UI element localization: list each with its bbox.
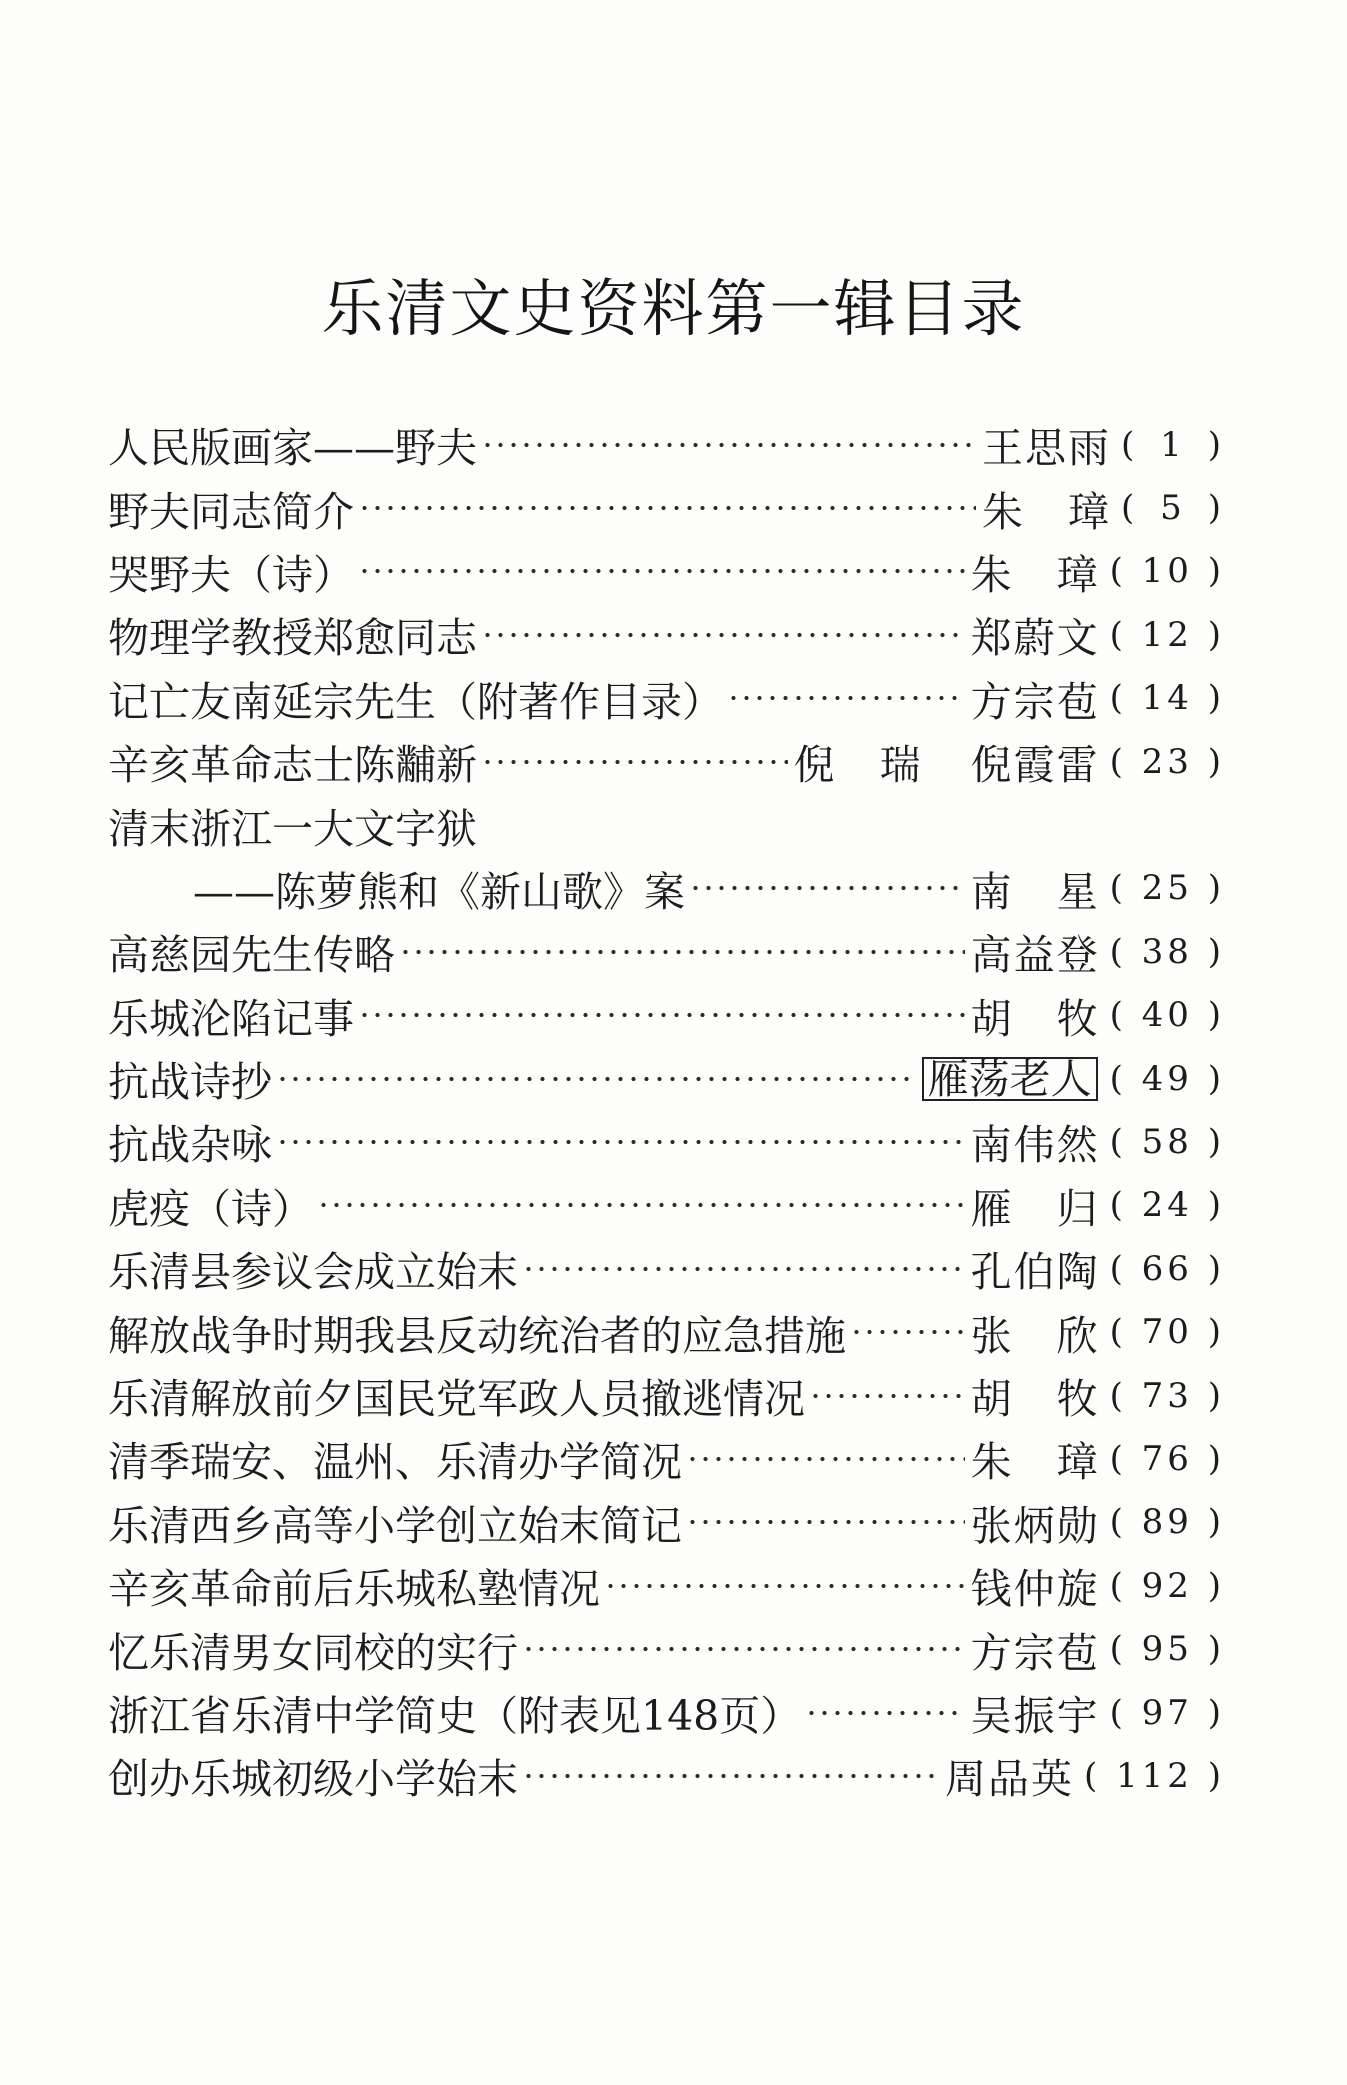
entry-title: 辛亥革命前后乐城私塾情况 (108, 1565, 600, 1614)
toc-entry (108, 1744, 1225, 1807)
entry-page-number: ( 5 ) (1121, 488, 1225, 529)
entry-title: 解放战争时期我县反动统治者的应急措施 (108, 1311, 846, 1360)
entry-page-number: ( 89 ) (1109, 1502, 1225, 1543)
toc-entry (108, 920, 1225, 983)
entry-author: 朱 璋 (970, 1438, 1098, 1487)
entry-page-number: ( 95 ) (1109, 1629, 1225, 1670)
dot-leader (522, 1264, 965, 1274)
toc-entry (108, 667, 1225, 730)
entry-page-number: ( 58 ) (1109, 1121, 1225, 1162)
toc-entry (108, 1617, 1225, 1680)
toc-entry (108, 1110, 1225, 1173)
toc-entry-heading (108, 793, 1225, 856)
entry-title: 清季瑞安、温州、乐清办学简况 (108, 1438, 682, 1487)
entry-page-number: ( 112 ) (1083, 1755, 1225, 1796)
toc-entry (108, 1364, 1225, 1427)
toc-entry (108, 1491, 1225, 1554)
entry-title: 浙江省乐清中学简史（附表见148页） (108, 1692, 802, 1740)
entry-title: 虎疫（诗） (108, 1184, 313, 1233)
entry-author-boxed: 雁荡老人 (922, 1057, 1098, 1101)
entry-page-number: ( 76 ) (1109, 1438, 1225, 1479)
toc-entry (108, 1554, 1225, 1617)
toc-entry (108, 857, 1225, 920)
entry-author: 高益登 (970, 931, 1098, 980)
entry-author: 南 星 (970, 867, 1098, 916)
entry-title: 抗战杂咏 (108, 1121, 272, 1170)
toc-list (108, 413, 1225, 1808)
entry-author: 南伟然 (970, 1121, 1098, 1170)
entry-author: 张 欣 (970, 1311, 1098, 1360)
entry-author: 方宗苞 (970, 1628, 1098, 1677)
toc-entry (108, 1300, 1225, 1363)
toc-entry (108, 540, 1225, 603)
dot-leader (727, 693, 965, 703)
entry-page-number: ( 66 ) (1109, 1248, 1225, 1289)
toc-entry (108, 1047, 1225, 1110)
dot-leader (276, 1137, 965, 1147)
toc-entry (108, 984, 1225, 1047)
entry-page-number: ( 12 ) (1109, 614, 1225, 655)
entry-title: 野夫同志简介 (108, 487, 354, 536)
entry-title: 乐清解放前夕国民党军政人员撤逃情况 (108, 1375, 805, 1424)
entry-page-number: ( 23 ) (1109, 741, 1225, 782)
dot-leader (481, 630, 965, 640)
entry-page-number: ( 40 ) (1109, 995, 1225, 1036)
toc-entry (108, 1174, 1225, 1237)
entry-author: 胡 牧 (970, 994, 1098, 1043)
toc-entry (108, 1237, 1225, 1300)
page-title: 乐清文史资料第一辑目录 (321, 272, 1026, 345)
entry-author: 钱仲旋 (970, 1565, 1098, 1614)
entry-title: 高慈园先生传略 (108, 931, 395, 980)
entry-title: 人民版画家——野夫 (108, 424, 477, 473)
dot-leader (358, 566, 965, 576)
entry-title: 辛亥革命志士陈黼新 (108, 741, 477, 790)
entry-title: 忆乐清男女同校的实行 (108, 1628, 518, 1677)
toc-entry (108, 1681, 1225, 1744)
dot-leader (358, 1010, 965, 1020)
dot-leader (481, 757, 788, 767)
entry-author: 周品英 (944, 1755, 1072, 1804)
entry-title: 物理学教授郑愈同志 (108, 614, 477, 663)
toc-entry (108, 413, 1225, 476)
entry-author: 朱 璋 (970, 550, 1098, 599)
entry-subtitle: ——陈萝熊和《新山歌》案 (193, 867, 685, 916)
dot-leader (604, 1581, 965, 1591)
dot-leader (689, 883, 965, 893)
toc-entry (108, 603, 1225, 666)
entry-author: 王思雨 (982, 424, 1109, 473)
toc-entry (108, 730, 1225, 793)
entry-title: 创办乐城初级小学始末 (108, 1755, 518, 1804)
entry-author: 倪 瑞 (793, 741, 921, 790)
entry-author: 倪霞雷 (970, 741, 1098, 790)
entry-author: 吴振宇 (970, 1692, 1098, 1740)
dot-leader (809, 1391, 965, 1401)
entry-author: 方宗苞 (970, 677, 1098, 726)
entry-page-number: ( 10 ) (1109, 551, 1225, 592)
entry-page-number: ( 38 ) (1109, 931, 1225, 972)
entry-page-number: ( 97 ) (1109, 1692, 1225, 1733)
entry-title: 抗战诗抄 (108, 1058, 272, 1107)
entry-author: 雁 归 (970, 1184, 1098, 1233)
entry-page-number: ( 70 ) (1109, 1312, 1225, 1353)
entry-title: 哭野夫（诗） (108, 550, 354, 599)
toc-entry (108, 476, 1225, 539)
entry-title: 乐清西乡高等小学创立始末简记 (108, 1501, 682, 1550)
toc-entry (108, 1427, 1225, 1490)
dot-leader (317, 1200, 965, 1210)
entry-title: 乐清县参议会成立始末 (108, 1248, 518, 1297)
entry-page-number: ( 24 ) (1109, 1185, 1225, 1226)
entry-page-number: ( 92 ) (1109, 1565, 1225, 1606)
entry-author: 孔伯陶 (970, 1248, 1098, 1297)
entry-page-number: ( 1 ) (1121, 424, 1225, 465)
dot-leader (805, 1708, 964, 1718)
entry-title: 清末浙江一大文字狱 (108, 804, 477, 853)
entry-title: 记亡友南延宗先生（附著作目录） (108, 677, 723, 726)
dot-leader (686, 1454, 965, 1464)
dot-leader (481, 440, 976, 450)
dot-leader (850, 1327, 965, 1337)
entry-author: 郑蔚文 (970, 614, 1098, 663)
entry-author: 张炳勋 (970, 1501, 1098, 1550)
entry-title: 乐城沦陷记事 (108, 994, 354, 1043)
entry-author: 朱 璋 (982, 487, 1109, 536)
dot-leader (686, 1517, 965, 1527)
dot-leader (276, 1074, 916, 1084)
dot-leader (522, 1644, 965, 1654)
entry-page-number: ( 49 ) (1109, 1058, 1225, 1099)
dot-leader (358, 503, 976, 513)
entry-author: 胡 牧 (970, 1375, 1098, 1424)
entry-page-number: ( 25 ) (1109, 868, 1225, 909)
entry-page-number: ( 14 ) (1109, 678, 1225, 719)
dot-leader (399, 947, 965, 957)
entry-page-number: ( 73 ) (1109, 1375, 1225, 1416)
dot-leader (522, 1771, 939, 1781)
